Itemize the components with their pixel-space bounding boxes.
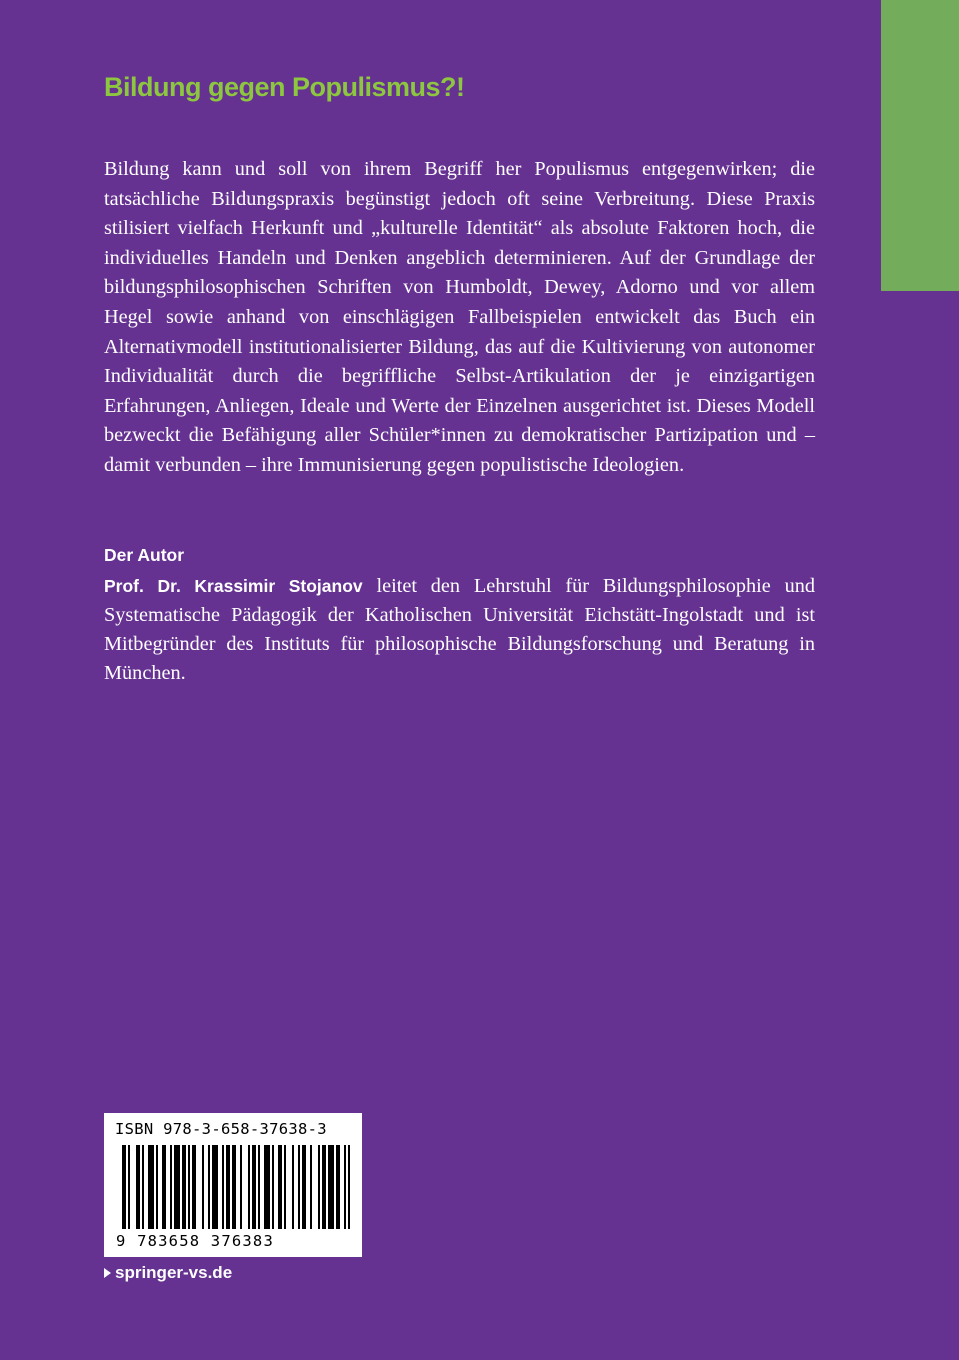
barcode-bar bbox=[258, 1145, 260, 1229]
barcode-bar bbox=[192, 1145, 196, 1229]
barcode-bar bbox=[222, 1145, 224, 1229]
barcode-bar bbox=[182, 1145, 186, 1229]
barcode-bar bbox=[148, 1145, 154, 1229]
barcode-bar bbox=[292, 1145, 294, 1229]
barcode-bar bbox=[248, 1145, 250, 1229]
barcode-bar bbox=[328, 1145, 334, 1229]
barcode-bar bbox=[310, 1145, 312, 1229]
book-blurb: Bildung kann und soll von ihrem Begriff her Populismus entgegenwirken; die tatsächliche Bildungspraxis begünstigt jedoch oft seine Verbreitung. Diese Praxis stilisiert vielfach Herkunft und „kulturelle Identität“ als absolute Faktoren hoch, die individuelles Handeln und Denken angeblich determinieren. Auf der Grundlage der bildungsphilosophischen Schriften von Humboldt, Dewey, Adorno und vor allem Hegel sowie anhand von einschlägigen Fallbeispielen entwickelt das Buch ein Alternativmodell institutionalisierter Bildung, das auf die Kultivierung von autonomer Individualität durch die begriffliche Selbst-Artikulation der je einzigartigen Erfahrungen, Anliegen, Ideale und Werte der Einzelnen ausgerichtet ist. Dieses Modell bezweckt die Befähigung aller Schüler*innen zu demokratischer Partizipation und – damit verbunden – ihre Immunisierung gegen populistische Ideologien. bbox=[104, 158, 815, 476]
barcode-bar bbox=[318, 1145, 320, 1229]
arrow-right-icon bbox=[104, 1268, 111, 1278]
barcode-bar bbox=[348, 1145, 350, 1229]
barcode-bar bbox=[284, 1145, 286, 1229]
barcode-digits: 9 783658 376383 bbox=[116, 1232, 274, 1250]
barcode-bar bbox=[344, 1145, 346, 1229]
isbn-label: ISBN 978-3-658-37638-3 bbox=[115, 1120, 327, 1138]
barcode-bar bbox=[298, 1145, 300, 1229]
barcode-bar bbox=[202, 1145, 204, 1229]
author-bio bbox=[104, 572, 815, 688]
book-title: Bildung gegen Populismus?! bbox=[104, 72, 465, 102]
barcode-bar bbox=[208, 1145, 210, 1229]
barcode-bar bbox=[162, 1145, 166, 1229]
green-accent-tab bbox=[881, 0, 959, 291]
barcode-bar bbox=[240, 1145, 242, 1229]
barcode-bar bbox=[302, 1145, 306, 1229]
barcode-bar bbox=[264, 1145, 270, 1229]
barcode-bar bbox=[336, 1145, 340, 1229]
author-name: Prof. Dr. Krassimir Stojanov bbox=[104, 576, 363, 596]
publisher-url: springer-vs.de bbox=[115, 1263, 233, 1282]
barcode-bar bbox=[188, 1145, 190, 1229]
isbn-barcode bbox=[104, 1113, 362, 1257]
barcode-bar bbox=[142, 1145, 144, 1229]
barcode-bar bbox=[174, 1145, 180, 1229]
barcode-bar bbox=[252, 1145, 256, 1229]
barcode-bar bbox=[122, 1145, 126, 1229]
barcode-bar bbox=[278, 1145, 282, 1229]
publisher-link[interactable] bbox=[104, 1263, 232, 1283]
barcode-bar bbox=[136, 1145, 140, 1229]
author-bio-text: leitet den Lehrstuhl für Bildungsphilosophie und Systematische Pädagogik der Katholischen Universität Eichstätt-Ingolstadt und ist Mitbegründer des Instituts für philosophische Bildungsforschung und Beratung in München. bbox=[104, 575, 815, 684]
barcode-bar bbox=[212, 1145, 218, 1229]
barcode-bar bbox=[272, 1145, 274, 1229]
barcode-bar bbox=[128, 1145, 130, 1229]
barcode-bar bbox=[170, 1145, 172, 1229]
barcode-bar bbox=[156, 1145, 158, 1229]
barcode-bar bbox=[232, 1145, 236, 1229]
barcode-bar bbox=[322, 1145, 326, 1229]
author-heading: Der Autor bbox=[104, 545, 185, 565]
barcode-bar bbox=[226, 1145, 230, 1229]
